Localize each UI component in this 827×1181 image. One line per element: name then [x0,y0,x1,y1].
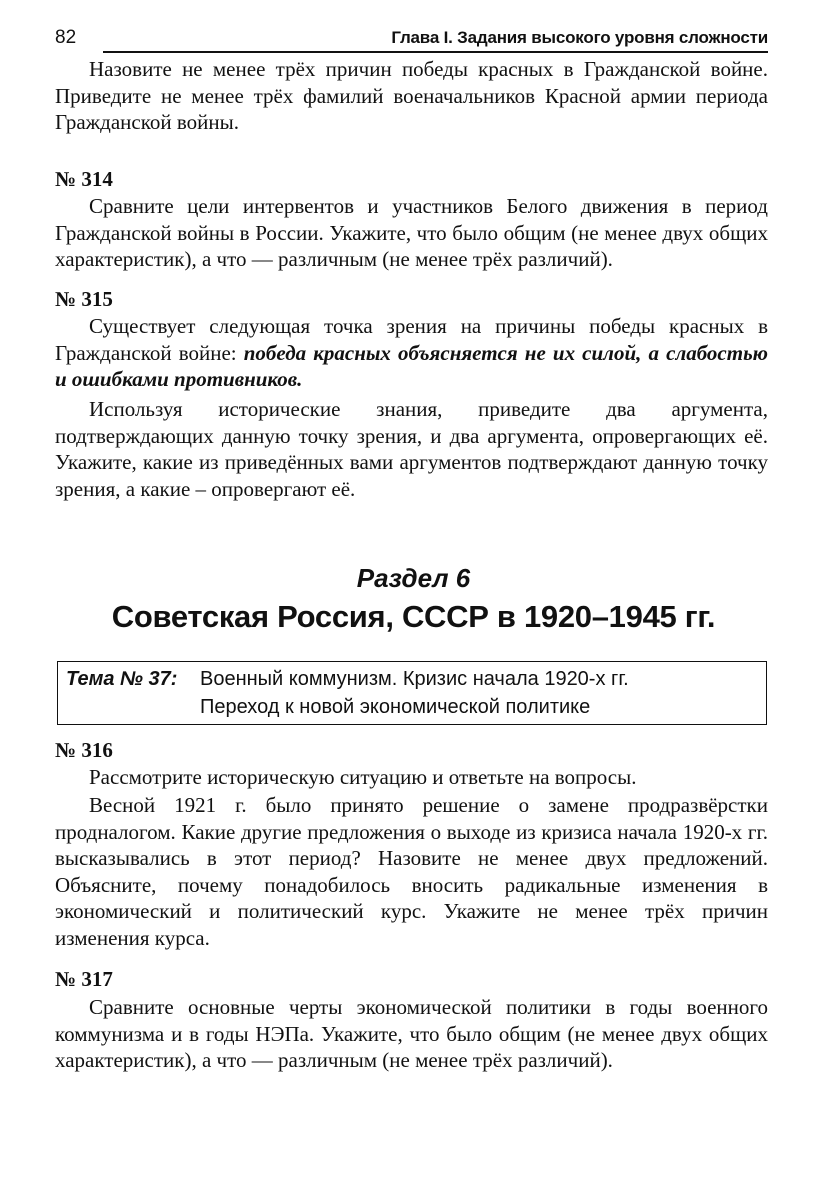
task-316-intro: Рассмотрите историческую ситуацию и ответьте на вопросы. [89,765,637,789]
section-label: Раздел 6 [356,563,471,593]
task-313-continuation: Назовите не менее трёх причин победы красных в Гражданской войне. Приведите не менее трёх фамилий военачальников Красной армии периода Гражданской войны. [55,57,768,134]
task-314-text: Сравните цели интервентов и участников Белого движения в период Гражданской войны в России. Укажите, что было общим (не менее двух общих характеристик), а что — различным (не менее трёх различий). [55,194,768,271]
section-title: Советская Россия, СССР в 1920–1945 гг. [111,599,716,634]
header-rule [103,51,768,53]
topic-title-line-1: Военный коммунизм. Кризис начала 1920-х гг. [200,668,629,690]
task-315-number: № 315 [55,287,113,311]
task-315-text [55,313,768,393]
task-316-text: Весной 1921 г. было принято решение о замене продразвёрстки продналогом. Какие другие предложения о выходе из кризиса начала 1920-х гг. высказывались в этот период? Назовите не менее двух предложений. Объясните, почему понадобилось вносить радикальные изменения в экономический и политический курс. Укажите не менее трёх причин изменения курса. [55,793,768,950]
page-number: 82 [55,27,77,48]
topic-title-line-2: Переход к новой экономической политике [200,696,591,718]
task-317-number: № 317 [55,967,113,991]
task-315-text-second: Используя исторические знания, приведите два аргумента, подтверждающих данную точку зрения, и два аргумента, опровергающих её. Укажите, какие из приведённых вами аргументов подтверждают данную точку зрения, а какие – опровергают её. [55,397,768,501]
topic-label: Тема № 37: [66,668,178,690]
chapter-title: Глава I. Задания высокого уровня сложности [391,28,768,47]
task-314-number: № 314 [55,167,113,191]
task-315-viewpoint: победа красных объясняется не их силой, а слабостью и ошибками противников. [55,340,769,391]
running-header [55,26,768,54]
task-315-text-plain: Существует следующая точка зрения на причины победы красных в Гражданской войне: [55,314,768,365]
topic-box [57,661,767,725]
task-316-number: № 316 [55,738,113,762]
task-317-text: Сравните основные черты экономической политики в годы военного коммунизма и в годы НЭПа. Укажите, что было общим (не менее двух общих характеристик), а что — различным (не менее трёх различий). [55,995,768,1072]
